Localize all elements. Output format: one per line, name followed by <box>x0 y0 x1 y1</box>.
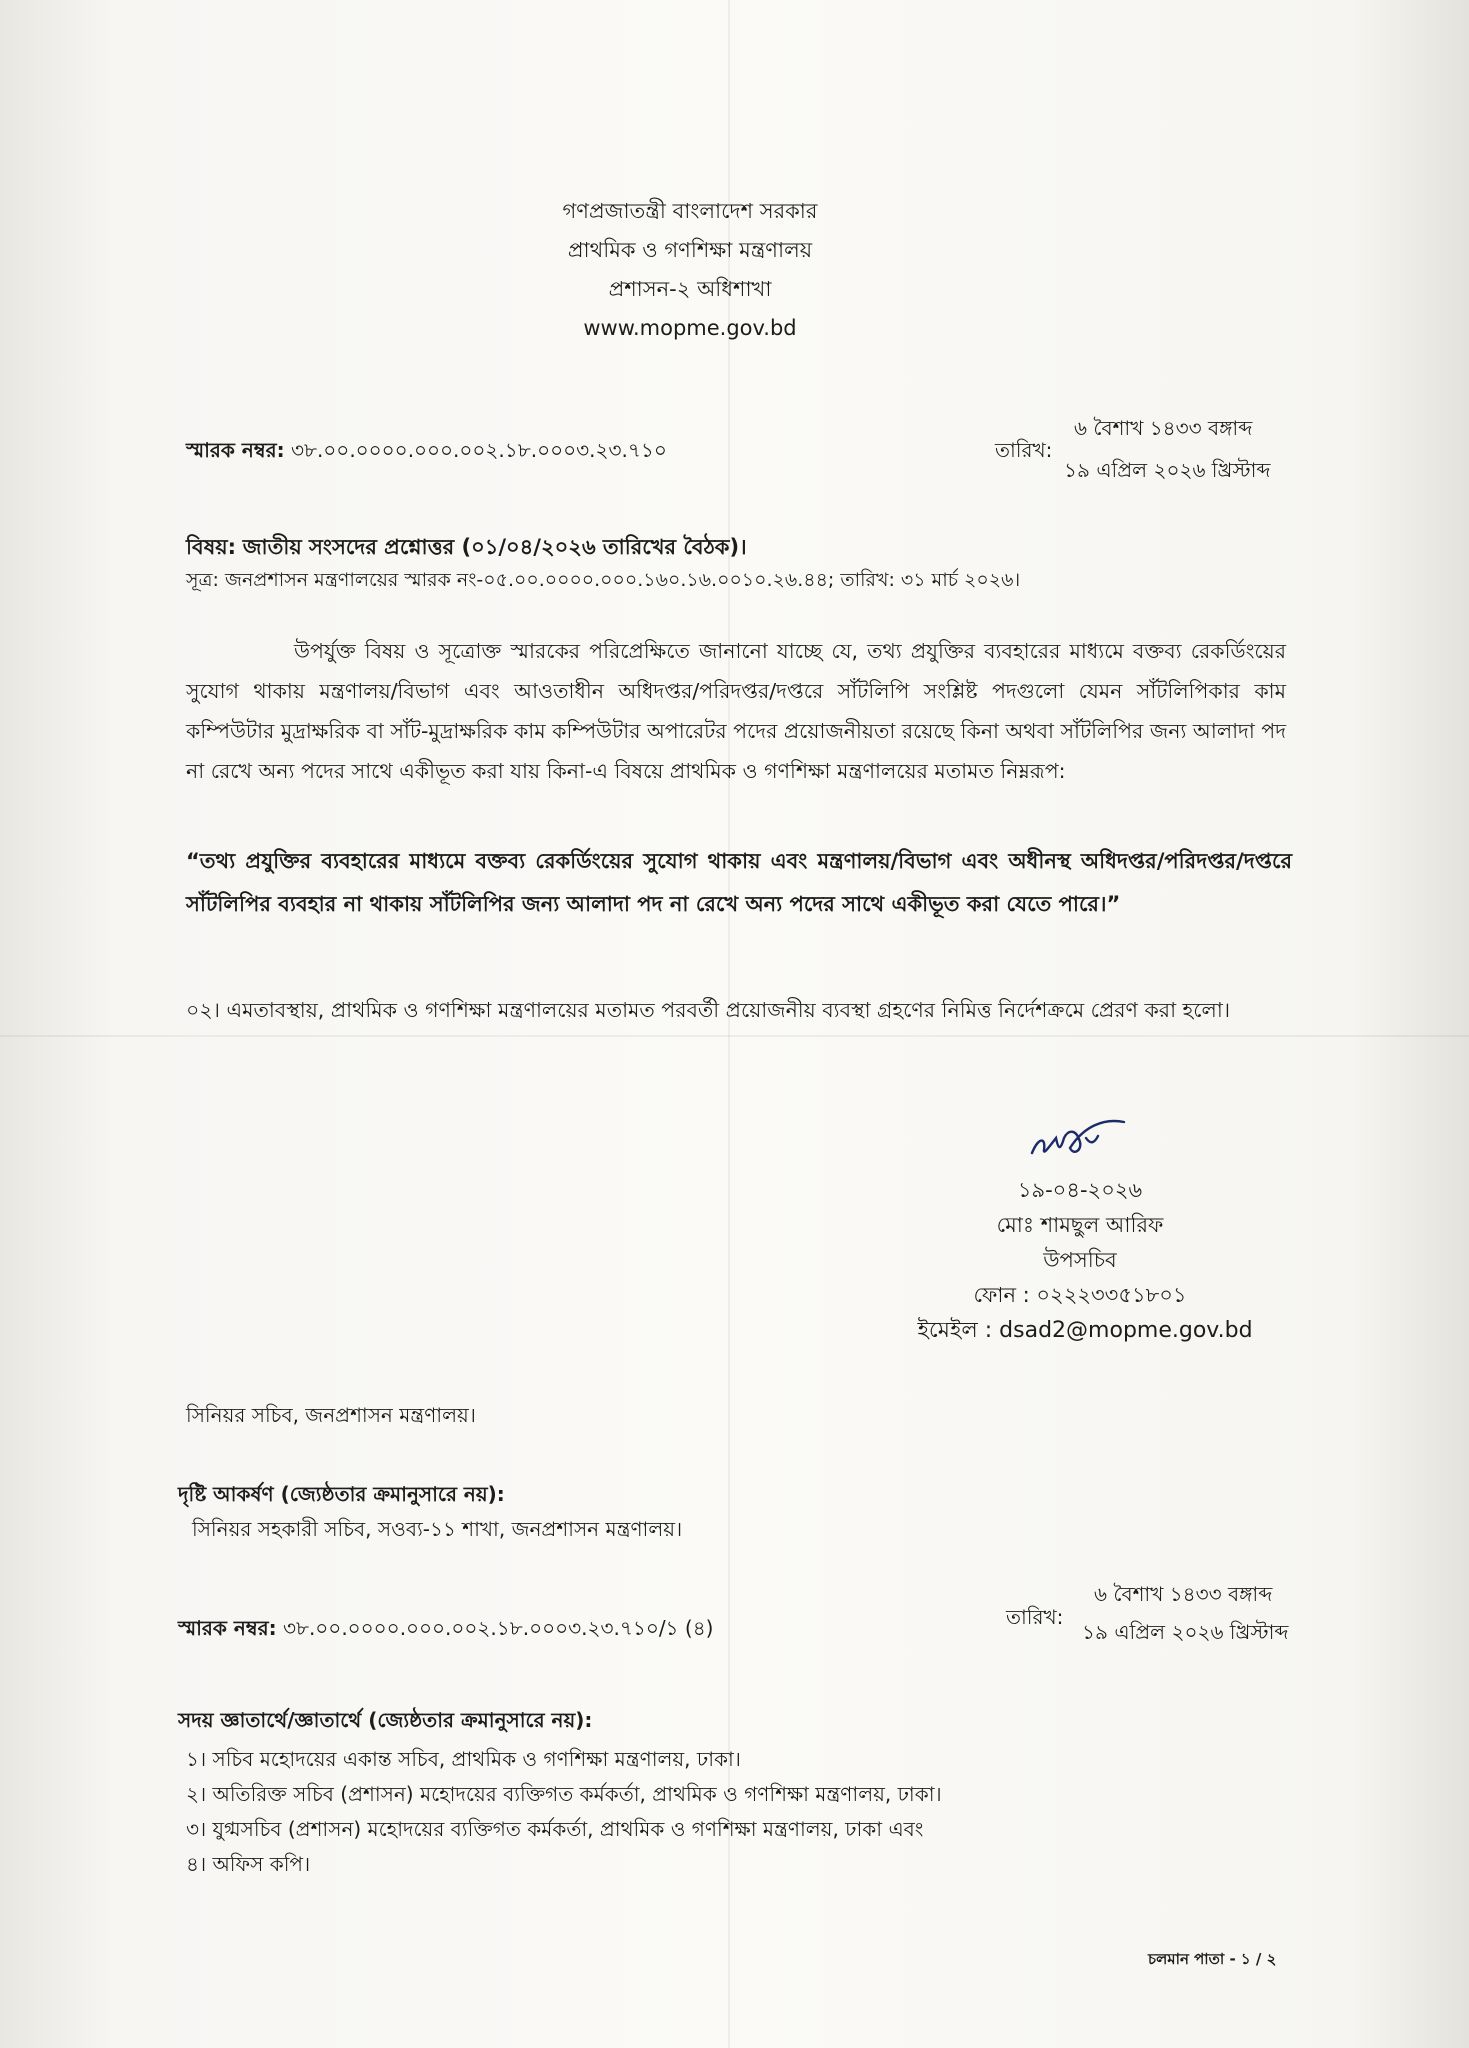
paper-fold-horizontal <box>0 1035 1469 1037</box>
letterhead-ministry: প্রাথমিক ও গণশিক্ষা মন্ত্রণালয় <box>567 238 813 262</box>
copies-list-item: ১। সচিব মহোদয়ের একান্ত সচিব, প্রাথমিক ও গণশিক্ষা মন্ত্রণালয়, ঢাকা। <box>186 1747 741 1771</box>
subject-line <box>186 531 747 566</box>
memo2-number-label: স্মারক নম্বর: <box>178 1616 277 1640</box>
memo2-number-value: ৩৮.০০.০০০০.০০০.০০২.১৮.০০০৩.২৩.৭১০/১ (৪) <box>282 1616 714 1640</box>
copies-list-item: ৪। অফিস কপি। <box>186 1852 311 1876</box>
signatory-designation: উপসচিব <box>1043 1248 1117 1272</box>
signatory-email: ইমেইল : dsad2@mopme.gov.bd <box>917 1318 1253 1343</box>
signatory-phone: ফোন : ০২২২৩৩৫১৮০১ <box>973 1283 1187 1307</box>
body-quote: “তথ্য প্রযুক্তির ব্যবহারের মাধ্যমে বক্তব্য রেকর্ডিংয়ের সুযোগ থাকায় এবং মন্ত্রণালয়/বিভাগ এবং অধীনস্থ অধিদপ্তর/পরিদপ্তর/দপ্তরে সাঁটলিপির ব্যবহার না থাকায় সাঁটলিপির জন্য আলাদা পদ না রেখে অন্য পদের সাথে একীভূত করা যেতে পারে।” <box>186 849 1292 916</box>
copies-list-item: ২। অতিরিক্ত সচিব (প্রশাসন) মহোদয়ের ব্যক্তিগত কর্মকর্তা, প্রাথমিক ও গণশিক্ষা মন্ত্রণালয়, ঢাকা। <box>186 1782 942 1806</box>
letterhead-government: গণপ্রজাতন্ত্রী বাংলাদেশ সরকার <box>562 199 818 223</box>
signature-date: ১৯-০৪-২০২৬ <box>1017 1178 1143 1202</box>
body-paragraph-1: উপর্যুক্ত বিষয় ও সূত্রোক্ত স্মারকের পরিপ্রেক্ষিতে জানানো যাচ্ছে যে, তথ্য প্রযুক্তির ব্যবহারের মাধ্যমে বক্তব্য রেকর্ডিংয়ের সুযোগ থাকায় মন্ত্রণালয়/বিভাগ এবং আওতাধীন অধিদপ্তর/পরিদপ্তর/দপ্তরে সাঁটলিপি সংশ্লিষ্ট পদগুলো যেমন সাঁটলিপিকার কাম কম্পিউটার মুদ্রাক্ষরিক বা সাঁট-মুদ্রাক্ষরিক কাম কম্পিউটার অপারেটর পদের প্রয়োজনীয়তা রয়েছে কিনা অথবা সাঁটলিপির জন্য আলাদা পদ না রেখে অন্য পদের সাথে একীভূত করা যায় কিনা-এ বিষয়ে প্রাথমিক ও গণশিক্ষা মন্ত্রণালয়ের মতামত নিম্নরূপ: <box>186 639 1286 783</box>
recipient: সিনিয়র সচিব, জনপ্রশাসন মন্ত্রণালয়। <box>186 1403 476 1427</box>
reference-line: সূত্র: জনপ্রশাসন মন্ত্রণালয়ের স্মারক নং-০৫.০০.০০০০.০০০.১৬০.১৬.০০১০.২৬.৪৪; তারিখ: ৩১ মার্চ ২০২৬। <box>186 569 1021 591</box>
memo2-number-line <box>178 1614 713 1647</box>
copies-label: সদয় জ্ঞাতার্থে/জ্ঞাতার্থে (জ্যেষ্ঠতার ক্রমানুসারে নয়): <box>178 1708 593 1732</box>
date-bangla: ৬ বৈশাখ ১৪৩৩ বঙ্গাব্দ <box>1074 416 1253 440</box>
memo2-date-bangla: ৬ বৈশাখ ১৪৩৩ বঙ্গাব্দ <box>1094 1582 1273 1606</box>
subject-label: বিষয়: <box>186 535 237 559</box>
handwritten-signature <box>1024 1108 1134 1168</box>
signatory-block <box>880 1173 1280 1348</box>
subject-text: জাতীয় সংসদের প্রশ্নোত্তর (০১/০৪/২০২৬ তারিখের বৈঠক)। <box>242 535 747 559</box>
letterhead <box>520 192 860 348</box>
attention-text: সিনিয়র সহকারী সচিব, সওব্য-১১ শাখা, জনপ্রশাসন মন্ত্রণালয়। <box>192 1517 683 1541</box>
date-gregorian: ১৯ এপ্রিল ২০২৬ খ্রিস্টাব্দ <box>1064 458 1271 482</box>
copies-list-item: ৩। যুগ্মসচিব (প্রশাসন) মহোদয়ের ব্যক্তিগত কর্মকর্তা, প্রাথমিক ও গণশিক্ষা মন্ত্রণালয়, ঢাকা এবং <box>186 1817 924 1841</box>
memo-number-line <box>186 436 667 469</box>
body-paragraph-2: ০২। এমতাবস্থায়, প্রাথমিক ও গণশিক্ষা মন্ত্রণালয়ের মতামত পরবর্তী প্রয়োজনীয় ব্যবস্থা গ্রহণের নিমিত্ত নির্দেশক্রমে প্রেরণ করা হলো। <box>186 998 1231 1022</box>
memo2-date-label: তারিখ: <box>1006 1605 1064 1629</box>
letterhead-branch: প্রশাসন-২ অধিশাখা <box>608 277 772 301</box>
letterhead-website: www.mopme.gov.bd <box>583 316 797 340</box>
copies-list <box>186 1742 942 1882</box>
memo2-date-gregorian: ১৯ এপ্রিল ২০২৬ খ্রিস্টাব্দ <box>1082 1620 1289 1644</box>
page-continuation: চলমান পাতা - ১ / ২ <box>1148 1950 1277 1968</box>
memo-number-value: ৩৮.০০.০০০০.০০০.০০২.১৮.০০০৩.২৩.৭১০ <box>290 438 667 462</box>
attention-label: দৃষ্টি আকর্ষণ (জ্যেষ্ঠতার ক্রমানুসারে নয়): <box>178 1482 505 1506</box>
memo-number-label: স্মারক নম্বর: <box>186 438 285 462</box>
signatory-name: মোঃ শামছুল আরিফ <box>996 1213 1164 1237</box>
date-label: তারিখ: <box>995 438 1053 462</box>
